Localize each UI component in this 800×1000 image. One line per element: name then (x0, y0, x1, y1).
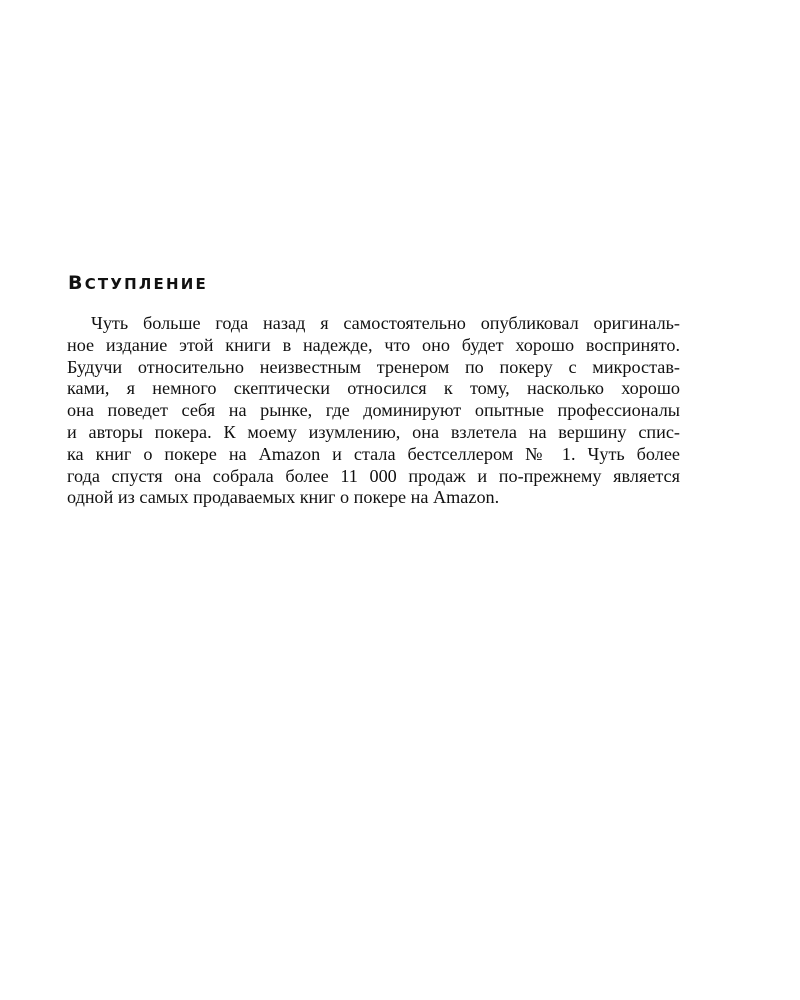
paragraph-line: ка книг о покере на Amazon и стала бестселлером № 1. Чуть более (67, 443, 680, 464)
section-heading (68, 272, 208, 294)
paragraph-line: и авторы покера. К моему изумлению, она взлетела на вершину спис- (67, 421, 680, 442)
paragraph-line: она поведет себя на рынке, где доминируют опытные профессионалы (67, 400, 680, 421)
heading-rest: СТУПЛЕНИЕ (84, 275, 208, 293)
paragraph-line: Будучи относительно неизвестным тренером по покеру с микростав- (67, 356, 680, 377)
paragraph-line: одной из самых продаваемых книг о покере на Amazon. (67, 487, 500, 508)
paragraph-line: ное издание этой книги в надежде, что оно будет хорошо воспринято. (67, 334, 680, 355)
paragraph-line: года спустя она собрала более 11 000 продаж и по-прежнему является (67, 465, 680, 486)
intro-paragraph (67, 313, 680, 509)
paragraph-line: ками, я немного скептически относился к тому, насколько хорошо (67, 378, 680, 399)
heading-initial: В (68, 272, 85, 294)
paragraph-line: Чуть больше года назад я самостоятельно опубликовал оригиналь- (91, 313, 680, 333)
